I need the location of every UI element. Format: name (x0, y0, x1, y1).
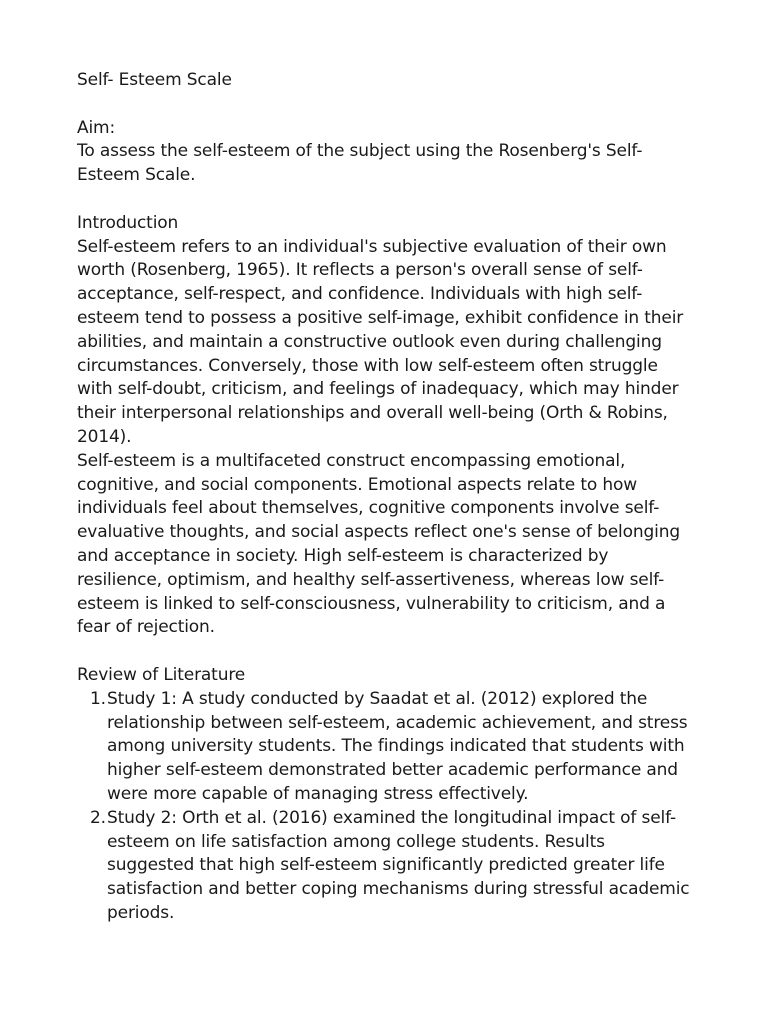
spacer (77, 640, 693, 664)
aim-text: To assess the self-esteem of the subject using the Rosenberg's Self-Esteem Scale. (77, 141, 643, 186)
list-item (77, 688, 693, 807)
introduction-paragraph-1: Self-esteem refers to an individual's subjective evaluation of their own worth (Rosenberg, 1965). It reflects a person's overall sense of self-acceptance, self-respect, and confidence. Individuals with high self-esteem tend to possess a positive self-image, exhibit confidence in their abilities, and maintain a constructive outlook even during challenging circumstances. Conversely, those with low self-esteem often struggle with self-doubt, criticism, and feelings of inadequacy, which may hinder their interpersonal relationships and overall well-being (Orth & Robins, 2014). (77, 236, 684, 447)
spacer (77, 93, 693, 117)
introduction-paragraph-2: Self-esteem is a multifaceted construct encompassing emotional, cognitive, and social components. Emotional aspects relate to how individuals feel about themselves, cognitive components involve self-evaluative thoughts, and social aspects reflect one's sense of belonging and acceptance in society. High self-esteem is characterized by resilience, optimism, and healthy self-assertiveness, whereas low self-esteem is linked to self-consciousness, vulnerability to criticism, and a fear of rejection. (77, 450, 680, 638)
list-item-number: 1. (90, 688, 106, 709)
literature-list (77, 688, 693, 926)
document-page (77, 69, 693, 926)
spacer (77, 188, 693, 212)
document-title: Self- Esteem Scale (77, 70, 232, 90)
list-item-number: 2. (90, 807, 106, 828)
list-item (77, 807, 693, 926)
introduction-heading: Introduction (77, 212, 179, 233)
review-heading: Review of Literature (77, 664, 246, 685)
list-item-text: Study 2: Orth et al. (2016) examined the longitudinal impact of self-esteem on life satisfaction among college students. Results suggested that high self-esteem significantly predicted greater life satisfaction and better coping mechanisms during stressful academic periods. (107, 807, 690, 923)
list-item-text: Study 1: A study conducted by Saadat et al. (2012) explored the relationship between self-esteem, academic achievement, and stress among university students. The findings indicated that students with higher self-esteem demonstrated better academic performance and were more capable of managing stress effectively. (107, 688, 688, 804)
aim-heading: Aim: (77, 117, 116, 138)
